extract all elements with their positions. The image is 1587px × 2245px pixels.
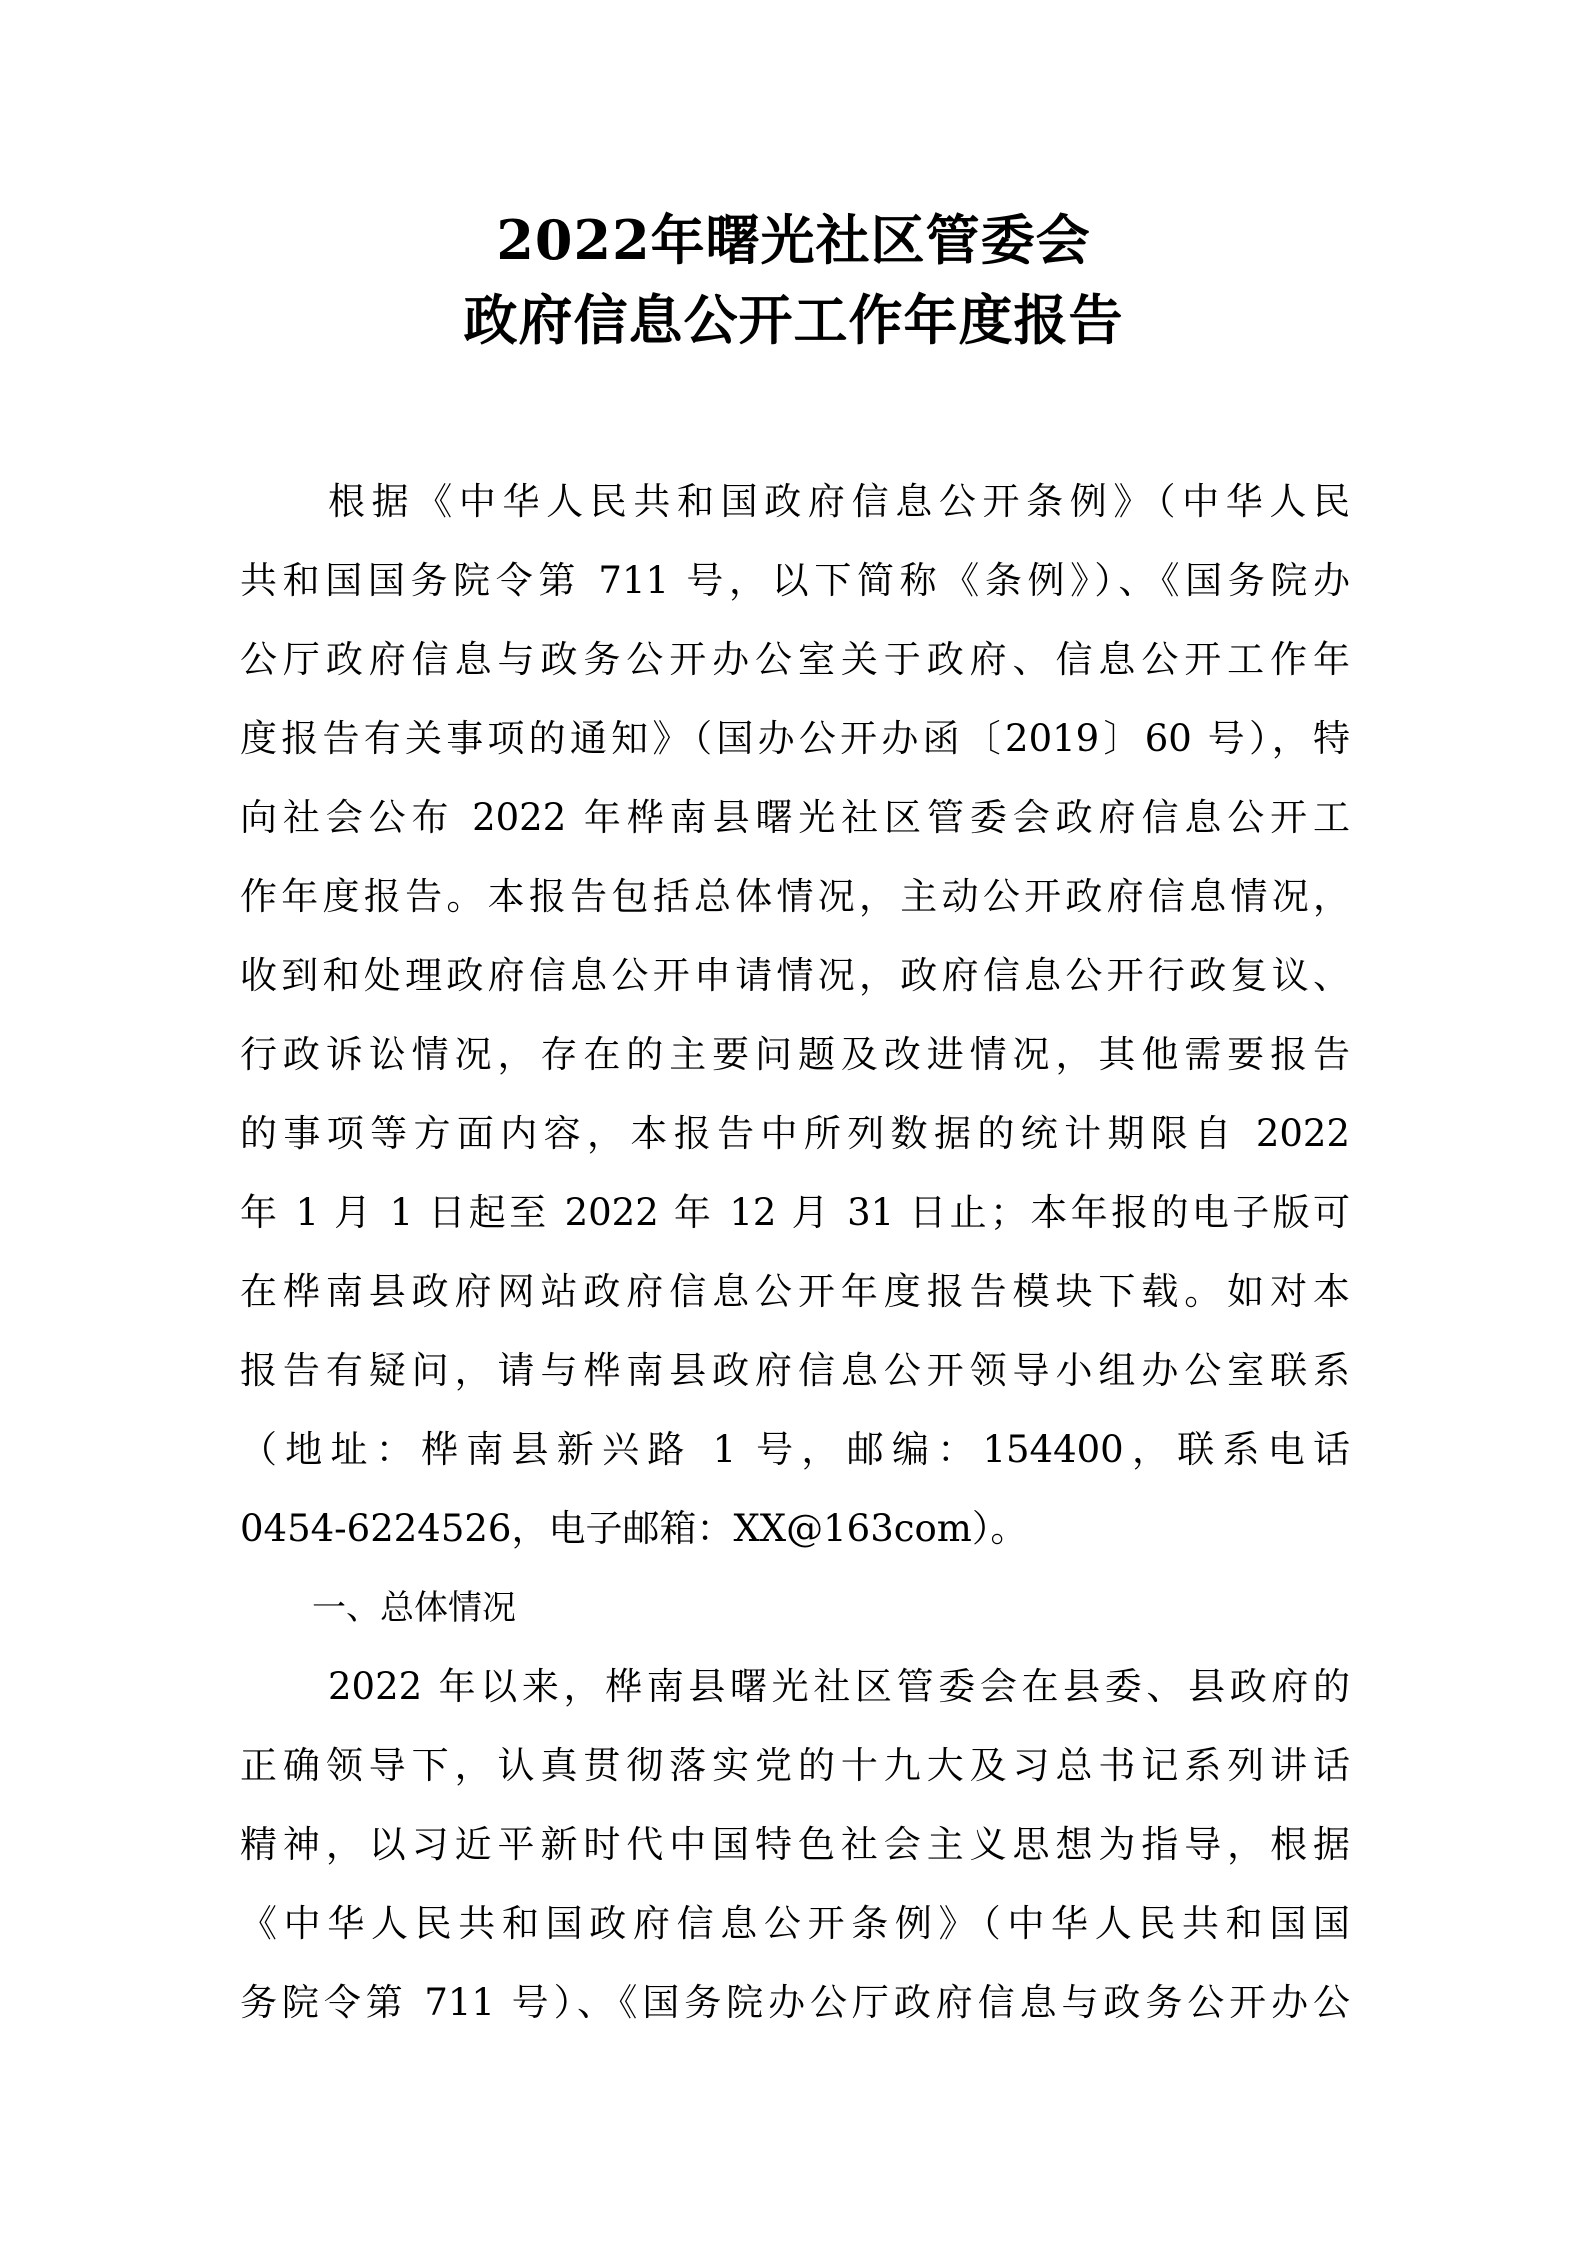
section1-paragraph-line: 正确领导下，认真贯彻落实党的十九大及习总书记系列讲话 <box>240 1744 1350 1787</box>
intro-paragraph-line: 度报告有关事项的通知》（国办公开办函〔2019〕60 号），特 <box>240 717 1350 760</box>
intro-paragraph-line: 年 1 月 1 日起至 2022 年 12 月 31 日止；本年报的电子版可 <box>240 1191 1350 1234</box>
intro-paragraph-line: 在桦南县政府网站政府信息公开年度报告模块下载。如对本 <box>240 1270 1350 1313</box>
section1-paragraph-line: 精神，以习近平新时代中国特色社会主义思想为指导，根据 <box>240 1823 1350 1866</box>
intro-paragraph-line: 作年度报告。本报告包括总体情况，主动公开政府信息情况， <box>240 875 1350 918</box>
intro-paragraph-line: 的事项等方面内容，本报告中所列数据的统计期限自 2022 <box>240 1112 1350 1155</box>
document-title-line1: 2022年曙光社区管委会 <box>496 208 1091 272</box>
section-heading-overview: 一、总体情况 <box>312 1588 516 1628</box>
intro-paragraph-line: 向社会公布 2022 年桦南县曙光社区管委会政府信息公开工 <box>240 796 1350 839</box>
intro-paragraph-line: （地址：桦南县新兴路 1 号，邮编：154400，联系电话 <box>240 1428 1350 1471</box>
section1-paragraph-line: 2022 年以来，桦南县曙光社区管委会在县委、县政府的 <box>328 1665 1350 1708</box>
intro-paragraph-line: 行政诉讼情况，存在的主要问题及改进情况，其他需要报告 <box>240 1033 1350 1076</box>
intro-paragraph-line: 公厅政府信息与政务公开办公室关于政府、信息公开工作年 <box>240 638 1350 681</box>
intro-paragraph-line: 收到和处理政府信息公开申请情况，政府信息公开行政复议、 <box>240 954 1350 997</box>
intro-paragraph-line: 共和国国务院令第 711 号，以下简称《条例》）、《国务院办 <box>240 559 1350 602</box>
intro-paragraph-line: 0454-6224526，电子邮箱：XX@163com）。 <box>240 1507 1028 1550</box>
document-title-line2: 政府信息公开工作年度报告 <box>463 288 1124 352</box>
section1-paragraph-line: 务院令第 711 号）、《国务院办公厅政府信息与政务公开办公 <box>240 1981 1350 2024</box>
intro-paragraph-line: 报告有疑问，请与桦南县政府信息公开领导小组办公室联系 <box>240 1349 1350 1392</box>
intro-paragraph-line: 根据《中华人民共和国政府信息公开条例》（中华人民 <box>328 480 1350 523</box>
section1-paragraph-line: 《中华人民共和国政府信息公开条例》（中华人民共和国国 <box>240 1902 1350 1945</box>
